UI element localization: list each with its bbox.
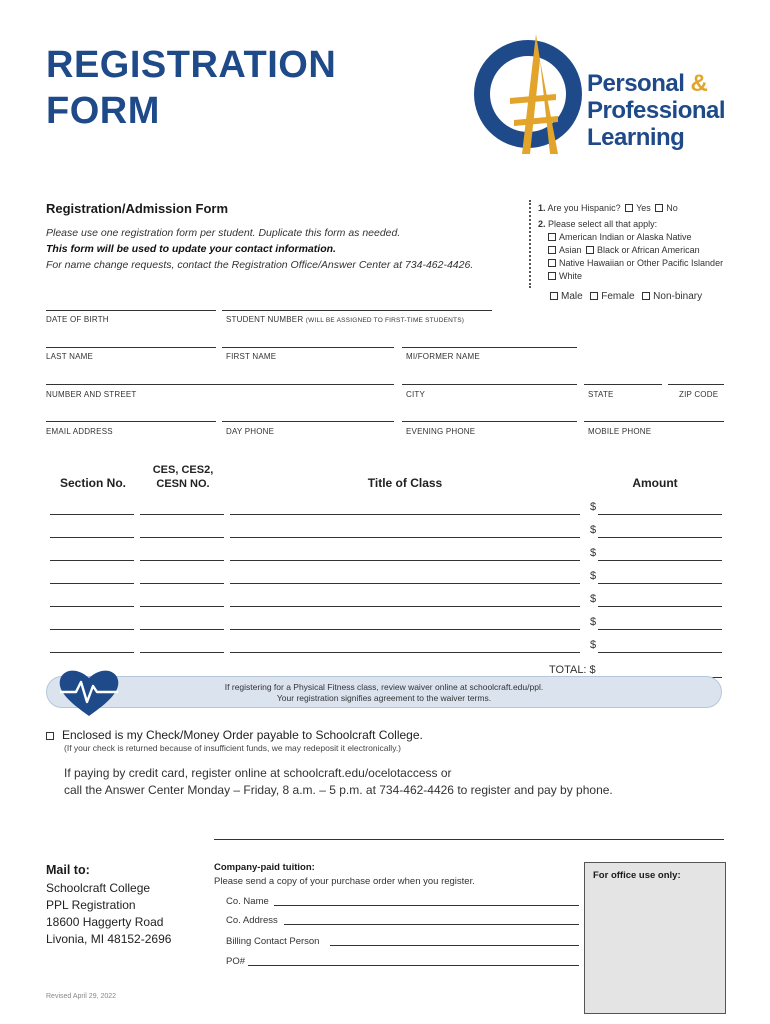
- title-field[interactable]: [230, 652, 580, 653]
- co-address-field[interactable]: [284, 924, 579, 925]
- waiver-banner: [46, 676, 722, 708]
- state-label: STATE: [588, 390, 614, 399]
- title-field[interactable]: [230, 629, 580, 630]
- enclosed-checkbox[interactable]: [46, 732, 54, 740]
- billing-contact-field[interactable]: [330, 945, 579, 946]
- waiver-line-1: If registering for a Physical Fitness class, review waiver online at schoolcraft.edu/ppl.: [224, 682, 544, 692]
- race-label: Black or African American: [597, 245, 700, 255]
- amount-field[interactable]: [598, 629, 722, 630]
- ces-header: [140, 463, 226, 491]
- logo-emblem-icon: [470, 30, 590, 158]
- heart-pulse-icon: [56, 668, 122, 718]
- gender-label: Non-binary: [653, 291, 703, 302]
- dollar-sign: $: [590, 570, 597, 582]
- title-field[interactable]: [230, 537, 580, 538]
- intro-note-1: Please use one registration form per student. Duplicate this form as needed.: [46, 227, 401, 239]
- dob-label: DATE OF BIRTH: [46, 315, 109, 324]
- office-use-box: [584, 862, 726, 1014]
- race-checkbox-american-indian[interactable]: [548, 233, 556, 241]
- waiver-line-2: Your registration signifies agreement to the waiver terms.: [276, 693, 492, 703]
- section-field[interactable]: [50, 560, 134, 561]
- ces-field[interactable]: [140, 560, 224, 561]
- title-line-2: FORM: [46, 90, 160, 132]
- dollar-sign: $: [590, 501, 597, 513]
- q2-text: Please select all that apply:: [548, 219, 658, 229]
- ces-header-line-2: CESN NO.: [156, 478, 210, 490]
- amount-header: Amount: [632, 476, 678, 490]
- company-paid-note: Please send a copy of your purchase order when you register.: [214, 876, 475, 887]
- address-line: PPL Registration: [46, 898, 136, 912]
- ces-field[interactable]: [140, 537, 224, 538]
- mobile-phone-label: MOBILE PHONE: [588, 427, 652, 436]
- last-name-label: LAST NAME: [46, 352, 93, 361]
- day-phone-label: DAY PHONE: [226, 427, 275, 436]
- logo-wordmark: [587, 70, 725, 151]
- form-heading: Registration/Admission Form: [46, 201, 229, 216]
- amount-field[interactable]: [598, 560, 722, 561]
- ces-field[interactable]: [140, 629, 224, 630]
- race-label: White: [559, 271, 583, 281]
- college-logo: [470, 30, 740, 158]
- co-address-label: Co. Address: [226, 915, 278, 926]
- dollar-sign: $: [590, 639, 597, 651]
- race-label: American Indian or Alaska Native: [559, 232, 692, 242]
- yes-label: Yes: [636, 203, 651, 213]
- section-field[interactable]: [50, 537, 134, 538]
- section-field[interactable]: [50, 514, 134, 515]
- gender-checkbox-female[interactable]: [590, 292, 598, 300]
- race-label: Asian: [559, 245, 582, 255]
- credit-line-1: If paying by credit card, register online at schoolcraft.edu/ocelotaccess or: [64, 766, 452, 780]
- gender-checkbox-nonbinary[interactable]: [642, 292, 650, 300]
- logo-line-1: Personal: [587, 70, 691, 97]
- yes-checkbox[interactable]: [625, 204, 633, 212]
- street-label: NUMBER AND STREET: [46, 390, 137, 399]
- evening-phone-label: EVENING PHONE: [406, 427, 476, 436]
- logo-ampersand: &: [690, 70, 708, 97]
- race-checkbox-native-hawaiian[interactable]: [548, 259, 556, 267]
- race-checkbox-white[interactable]: [548, 272, 556, 280]
- q2-number: 2.: [538, 219, 546, 229]
- ces-header-line-1: CES, CES2,: [152, 464, 214, 476]
- no-checkbox[interactable]: [655, 204, 663, 212]
- q1-number: 1.: [538, 203, 546, 213]
- title-field[interactable]: [230, 514, 580, 515]
- logo-line-3: Learning: [587, 124, 685, 151]
- address-line: Schoolcraft College: [46, 881, 151, 895]
- email-field[interactable]: [46, 421, 216, 422]
- amount-field[interactable]: [598, 606, 722, 607]
- logo-line-2: Professional: [587, 97, 726, 124]
- enclosed-option: [46, 728, 423, 742]
- evening-phone-field[interactable]: [402, 421, 577, 422]
- enclosed-note: (If your check is returned because of insufficient funds, we may redeposit it electronically.): [64, 743, 402, 753]
- section-field[interactable]: [50, 629, 134, 630]
- gender-checkbox-male[interactable]: [550, 292, 558, 300]
- section-header: Section No.: [59, 476, 126, 490]
- office-use-label: For office use only:: [593, 870, 681, 881]
- company-paid-heading: Company-paid tuition:: [214, 862, 315, 873]
- revised-date: Revised April 29, 2022: [46, 993, 117, 1000]
- intro-note-2: This form will be used to update your contact information.: [46, 243, 336, 255]
- address-line: Livonia, MI 48152-2696: [46, 932, 172, 946]
- city-label: CITY: [406, 390, 426, 399]
- amount-field[interactable]: [598, 583, 722, 584]
- city-field[interactable]: [402, 384, 577, 385]
- student-number-note: (WILL BE ASSIGNED TO FIRST-TIME STUDENTS): [305, 317, 465, 324]
- section-field[interactable]: [50, 652, 134, 653]
- first-name-label: FIRST NAME: [226, 352, 277, 361]
- dollar-sign: $: [590, 616, 597, 628]
- ces-field[interactable]: [140, 583, 224, 584]
- mobile-phone-field[interactable]: [584, 421, 724, 422]
- mi-field[interactable]: [402, 347, 577, 348]
- ces-field[interactable]: [140, 514, 224, 515]
- student-number-label-text: STUDENT NUMBER: [226, 315, 304, 324]
- mailing-address: [46, 880, 171, 948]
- title-field[interactable]: [230, 560, 580, 561]
- ces-field[interactable]: [140, 652, 224, 653]
- enclosed-text: Enclosed is my Check/Money Order payable to Schoolcraft College.: [62, 728, 423, 742]
- co-name-field[interactable]: [274, 905, 579, 906]
- page-title: [46, 42, 336, 134]
- credit-card-info: [64, 765, 613, 799]
- amount-field[interactable]: [598, 537, 722, 538]
- race-checkbox-black[interactable]: [586, 246, 594, 254]
- state-field[interactable]: [584, 384, 662, 385]
- po-label: PO#: [226, 956, 246, 967]
- dollar-sign: $: [590, 547, 597, 559]
- q1-text: Are you Hispanic?: [547, 203, 621, 213]
- mail-to-heading: Mail to:: [46, 863, 90, 877]
- first-name-field[interactable]: [222, 347, 394, 348]
- student-number-label: [226, 315, 464, 324]
- co-name-label: Co. Name: [226, 896, 269, 907]
- credit-line-2: call the Answer Center Monday – Friday, 8 a.m. – 5 p.m. at 734-462-4426 to register and pay by phone.: [64, 783, 613, 797]
- title-header: Title of Class: [367, 476, 443, 490]
- race-label: Native Hawaiian or Other Pacific Islander: [559, 258, 724, 268]
- address-line: 18600 Haggerty Road: [46, 915, 164, 929]
- amount-field[interactable]: [598, 514, 722, 515]
- signature-line[interactable]: [214, 839, 724, 840]
- race-options: [546, 231, 723, 283]
- zip-label: ZIP CODE: [679, 390, 719, 399]
- logo-arc-text: Sc llege: [470, 43, 494, 134]
- last-name-field[interactable]: [46, 347, 216, 348]
- intro-note-3: For name change requests, contact the Registration Office/Answer Center at 734-462-4426.: [46, 259, 474, 271]
- title-field[interactable]: [230, 606, 580, 607]
- dollar-sign: $: [590, 524, 597, 536]
- question-hispanic: [538, 202, 678, 215]
- section-field[interactable]: [50, 583, 134, 584]
- gender-options: [548, 290, 702, 303]
- title-line-1: REGISTRATION: [46, 44, 337, 86]
- dotted-divider: [529, 200, 531, 288]
- race-checkbox-asian[interactable]: [548, 246, 556, 254]
- dob-field[interactable]: [46, 310, 216, 311]
- title-field[interactable]: [230, 583, 580, 584]
- dollar-sign: $: [590, 593, 597, 605]
- zip-field[interactable]: [668, 384, 724, 385]
- mi-label: MI/FORMER NAME: [406, 352, 480, 361]
- total-label: TOTAL: $: [549, 664, 596, 676]
- ces-field[interactable]: [140, 606, 224, 607]
- no-label: No: [666, 203, 678, 213]
- question-race: [538, 218, 657, 231]
- day-phone-field[interactable]: [222, 421, 394, 422]
- street-field[interactable]: [46, 384, 394, 385]
- email-label: EMAIL ADDRESS: [46, 427, 113, 436]
- po-field[interactable]: [248, 965, 579, 966]
- billing-contact-label: Billing Contact Person: [226, 936, 320, 947]
- gender-label: Female: [601, 291, 635, 302]
- amount-field[interactable]: [598, 652, 722, 653]
- section-field[interactable]: [50, 606, 134, 607]
- intro-notes: [46, 225, 473, 273]
- gender-label: Male: [561, 291, 583, 302]
- student-number-field[interactable]: [222, 310, 492, 311]
